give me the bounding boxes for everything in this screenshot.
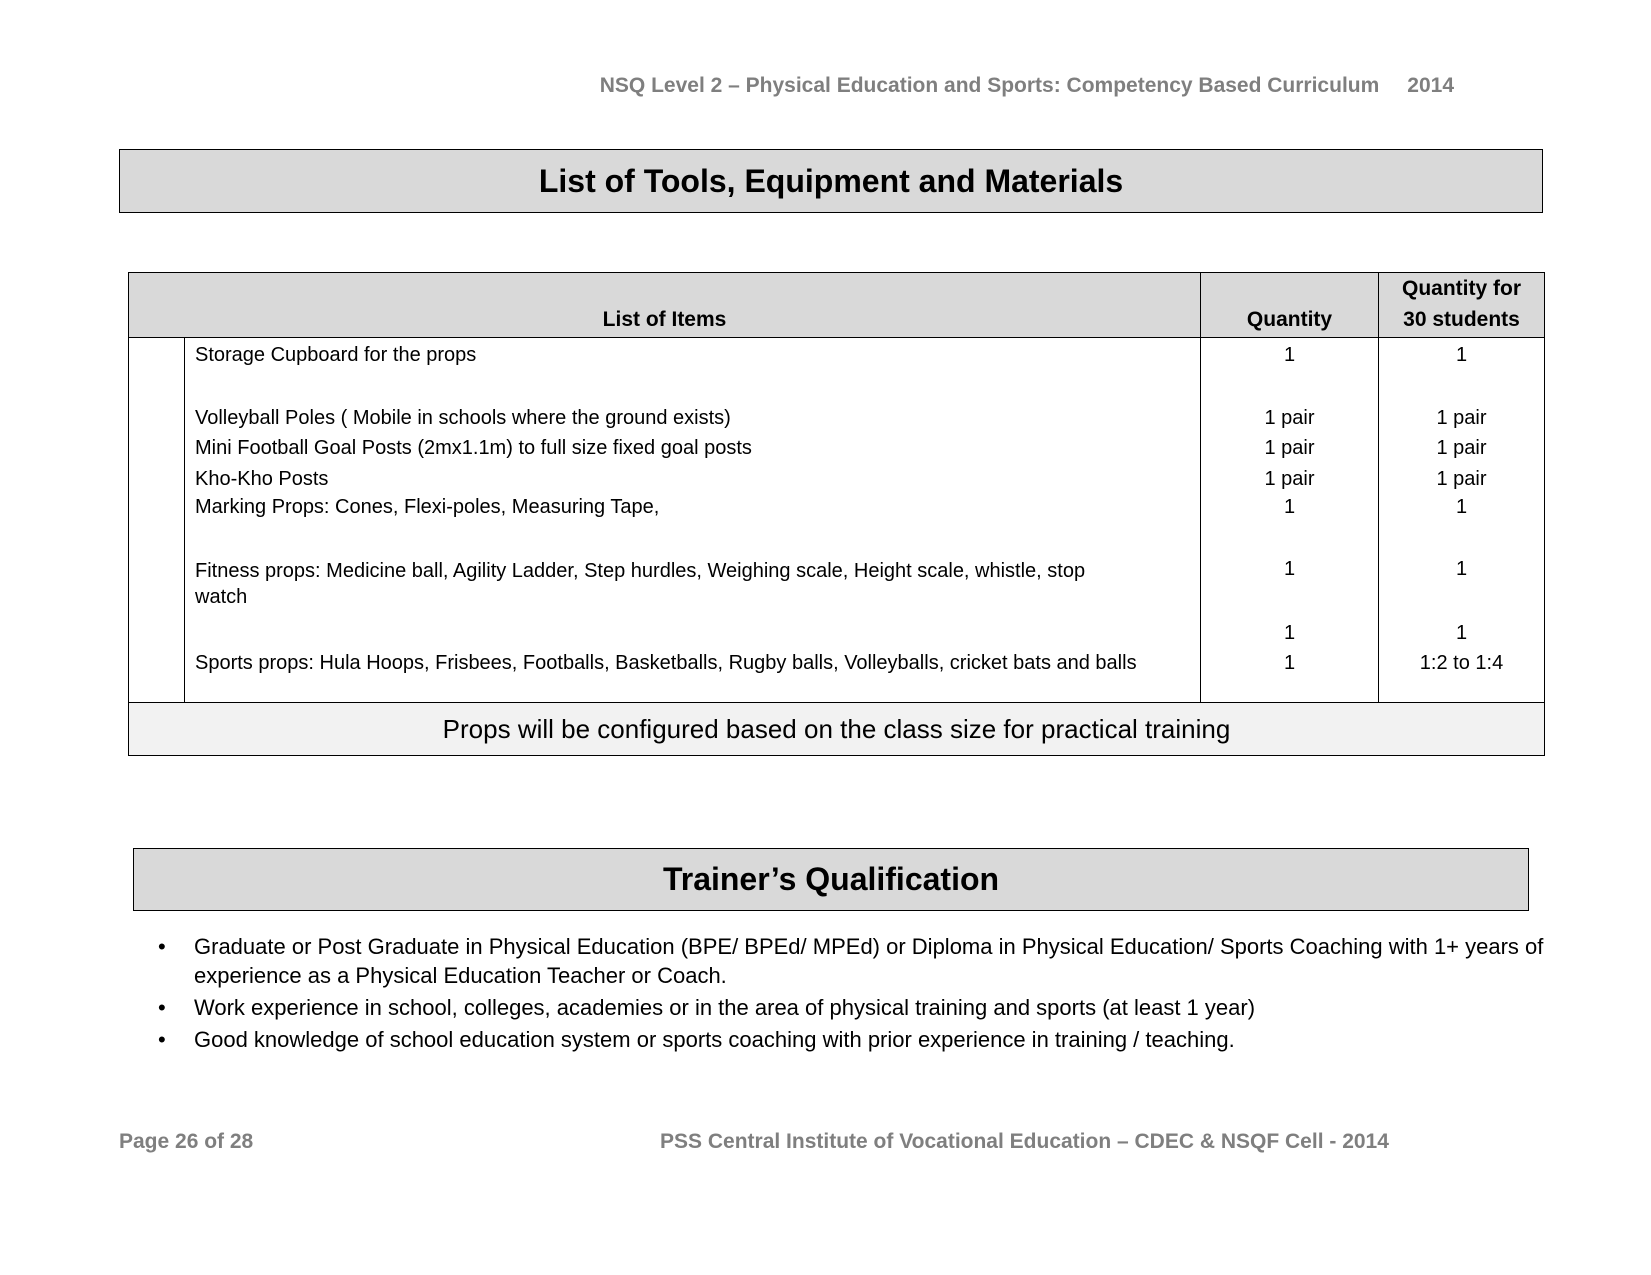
list-item <box>158 932 1594 990</box>
quantity-cell: 1 <box>1283 558 1296 580</box>
quantity-cell: 1 <box>1283 496 1296 518</box>
quantity-cell: 1 pair <box>1264 468 1315 490</box>
items-column <box>185 338 1201 703</box>
qualification-text: Good knowledge of school education system or sports coaching with prior experience in training / teaching. <box>194 1027 1235 1052</box>
quantity-30-cell: 1 <box>1455 558 1468 580</box>
quantity-cell: 1 <box>1283 344 1296 366</box>
quantity-30-cell: 1 pair <box>1436 437 1487 459</box>
list-item <box>158 1025 1594 1054</box>
item-cell: Marking Props: Cones, Flexi-poles, Measuring Tape, <box>195 496 660 518</box>
page-number: Page 26 of 28 <box>119 1130 254 1153</box>
tools-table <box>128 272 1545 756</box>
table-body-row <box>129 338 1545 703</box>
quantity-30-cell: 1 <box>1455 622 1468 644</box>
quantity-30-cell: 1 <box>1455 496 1468 518</box>
quantity-cell: 1 <box>1283 652 1296 674</box>
qualification-list <box>148 932 1594 1057</box>
item-cell: Sports props: Hula Hoops, Frisbees, Footballs, Basketballs, Rugby balls, Volleyballs, cricket bats and balls <box>195 652 1137 674</box>
qualification-text: Graduate or Post Graduate in Physical Education (BPE/ BPEd/ MPEd) or Diploma in Physical Education/ Sports Coaching with 1+ years of experience as a Physical Education Teacher or Coach. <box>194 934 1544 988</box>
running-header <box>600 74 1454 98</box>
qualification-text: Work experience in school, colleges, academies or in the area of physical training and sports (at least 1 year) <box>194 995 1256 1020</box>
quantity-30-column <box>1379 338 1545 703</box>
quantity-30-cell: 1 <box>1455 344 1468 366</box>
bullet-icon: • <box>158 995 166 1020</box>
quantity-30-cell: 1:2 to 1:4 <box>1419 652 1504 674</box>
index-column <box>129 338 185 703</box>
item-cell: Storage Cupboard for the props <box>195 344 477 366</box>
quantity-30-cell: 1 pair <box>1436 468 1487 490</box>
header-year: 2014 <box>1407 74 1454 97</box>
item-cell: Kho-Kho Posts <box>195 468 329 490</box>
quantity-cell: 1 pair <box>1264 437 1315 459</box>
section-title-tools: List of Tools, Equipment and Materials <box>119 149 1543 213</box>
list-item <box>158 993 1594 1022</box>
col-header-quantity-30-line2: 30 students <box>1403 308 1520 331</box>
item-cell: Fitness props: Medicine ball, Agility Ladder, Step hurdles, Weighing scale, Height scale, whistle, stop watch <box>195 560 1086 608</box>
table-header-row <box>129 273 1545 338</box>
quantity-30-cell: 1 pair <box>1436 407 1487 429</box>
table-footer-row <box>129 703 1545 756</box>
col-header-quantity: Quantity <box>1201 273 1379 338</box>
col-header-items: List of Items <box>129 273 1201 338</box>
footer-organization: PSS Central Institute of Vocational Education – CDEC & NSQF Cell - 2014 <box>660 1130 1389 1153</box>
quantity-cell: 1 <box>1283 622 1296 644</box>
bullet-icon: • <box>158 934 166 959</box>
section-title-qualification: Trainer’s Qualification <box>133 848 1529 911</box>
header-title: NSQ Level 2 – Physical Education and Sports: Competency Based Curriculum <box>599 74 1380 97</box>
item-cell <box>195 622 1200 652</box>
item-cell: Volleyball Poles ( Mobile in schools where the ground exists) <box>195 407 731 429</box>
table-footer-note: Props will be configured based on the class size for practical training <box>129 703 1545 756</box>
bullet-icon: • <box>158 1027 166 1052</box>
col-header-quantity-30-line1: Quantity for <box>1402 277 1521 300</box>
quantity-cell: 1 pair <box>1264 407 1315 429</box>
quantity-column <box>1201 338 1379 703</box>
item-cell: Mini Football Goal Posts (2mx1.1m) to full size fixed goal posts <box>195 437 752 459</box>
col-header-quantity-30 <box>1379 273 1545 338</box>
